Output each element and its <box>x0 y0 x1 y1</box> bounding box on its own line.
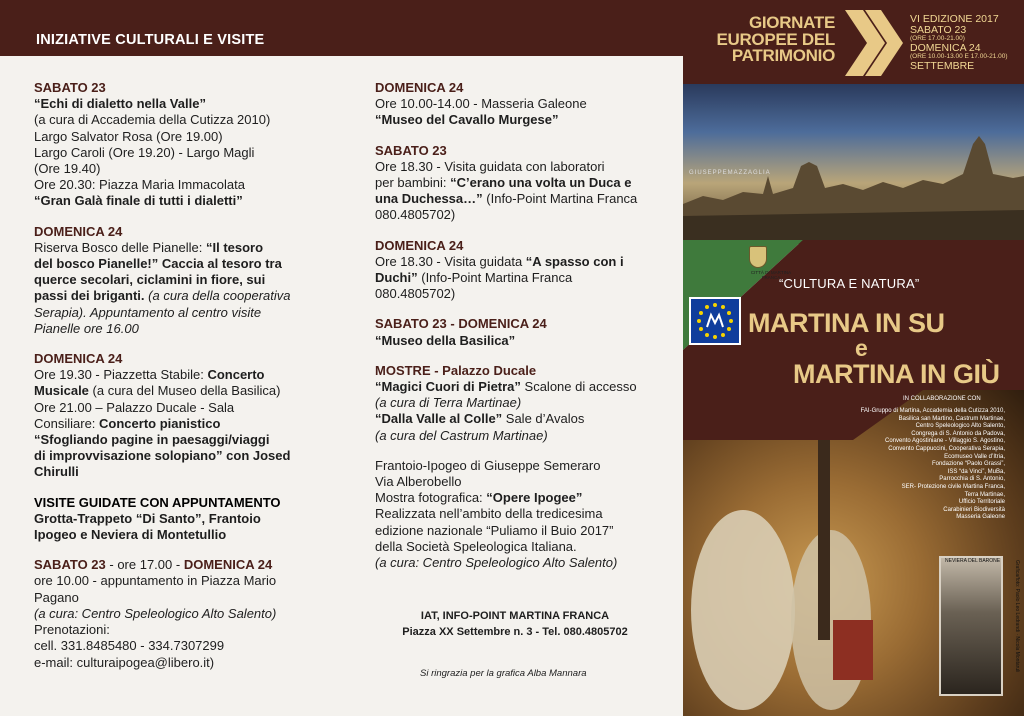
event-note: (a cura di Terra Martinae) <box>375 395 522 411</box>
event-line <box>375 379 660 395</box>
event-date: MOSTRE - Palazzo Ducale <box>375 362 537 378</box>
event-date: VISITE GUIDATE CON APPUNTAMENTO <box>34 494 281 510</box>
city-crest-icon <box>749 246 767 268</box>
chevron-icon <box>845 10 905 76</box>
event-date: DOMENICA 24 <box>34 351 123 367</box>
event-title: “Museo della Basilica” <box>375 332 516 348</box>
event-line: Ore 21.00 – Palazzo Ducale - Sala <box>34 399 235 415</box>
collab-item: Parrocchia di S. Antonio, <box>939 476 1005 483</box>
event-title: Chirulli <box>34 464 79 480</box>
event-block <box>375 316 660 348</box>
event-title: Concerto pianistico <box>99 415 221 431</box>
event-line <box>34 416 334 432</box>
photo-credit: GIUSEPPEMAZZAGLIA <box>689 170 771 176</box>
event-title: “C’erano una volta un Duca e <box>450 175 632 191</box>
event-line <box>375 270 660 286</box>
event-date: DOMENICA 24 <box>375 80 464 95</box>
event-line: (Ore 19.40) <box>34 161 101 177</box>
brand-line: EUROPEE DEL <box>716 29 835 49</box>
event-title: “Dalla Valle al Colle” <box>375 411 503 427</box>
event-text: Mostra fotografica: <box>375 490 487 506</box>
crest-caption: CITTÀ DI MARTINA FRANCA <box>750 270 792 280</box>
collab-item: Ecomuseo Valle d’Itria, <box>944 453 1005 460</box>
edition-line: SETTEMBRE <box>910 59 975 72</box>
neviera-photo <box>939 556 1003 696</box>
event-text: (Info-Point Martina Franca <box>417 270 573 286</box>
event-line <box>34 240 334 256</box>
event-line: Largo Salvator Rosa (Ore 19.00) <box>34 128 223 144</box>
event-text: Consiliare: <box>34 415 100 431</box>
event-text: Sale d’Avalos <box>502 411 585 427</box>
event-line: Frantoio-Ipogeo di Giuseppe Semeraro <box>375 457 601 473</box>
event-line <box>34 288 334 304</box>
event-title: Duchi” <box>375 270 418 286</box>
event-date-end: DOMENICA 24 <box>183 557 273 573</box>
collab-item: Basilica san Martino, Castrum Martinae, <box>898 415 1005 422</box>
event-date: DOMENICA 24 <box>375 237 464 253</box>
town-skyline-photo <box>683 84 1024 244</box>
event-date: SABATO 23 <box>34 80 106 95</box>
event-block <box>375 363 660 444</box>
event-date: SABATO 23 - DOMENICA 24 <box>375 316 547 332</box>
header-bar <box>0 0 683 56</box>
cover-header <box>683 0 1024 84</box>
event-title: “Gran Galà finale di tutti i dialetti” <box>34 193 243 209</box>
event-line: Via Alberobello <box>375 474 462 490</box>
event-note: (a cura: Centro Speleologico Alto Salento) <box>375 555 618 571</box>
event-title: “Sfogliando pagine in paesaggi/viaggi <box>34 432 270 448</box>
event-line: Realizzata nell’ambito della tredicesima <box>375 506 603 522</box>
collab-item: ISS “da Vinci”, MuBa, <box>947 468 1005 475</box>
collab-heading: IN COLLABORAZIONE CON <box>903 396 981 402</box>
edition-line: DOMENICA 24 <box>910 41 981 54</box>
event-block <box>34 557 334 670</box>
collab-item: Congrega di S. Antonio da Padova, <box>911 430 1005 437</box>
collab-item: Terra Martinae, <box>964 491 1005 498</box>
event-line: (a cura di Accademia della Cutizza 2010) <box>34 112 271 128</box>
info-point-address: Piazza XX Settembre n. 3 - Tel. 080.4805702 <box>402 626 628 638</box>
event-date: SABATO 23 <box>375 142 447 158</box>
event-block <box>375 80 660 129</box>
event-line: edizione nazionale “Puliamo il Buio 2017” <box>375 522 614 538</box>
event-brand <box>695 15 835 65</box>
brand-line: GIORNATE <box>748 13 835 32</box>
event-title: Grotta-Trappeto “Di Santo”, Frantoio <box>34 510 261 526</box>
event-text: Ore 19.30 - Piazzetta Stabile: <box>34 367 208 383</box>
event-title: passi dei briganti. <box>34 288 145 304</box>
event-date <box>34 557 334 573</box>
brand-line: PATRIMONIO <box>731 46 835 65</box>
event-note: (a cura della cooperativa <box>144 288 291 304</box>
event-block <box>375 143 660 224</box>
edition-time: (ORE 10.00-13.00 E 17.00-21.00) <box>910 53 1008 60</box>
edition-line: SABATO 23 <box>910 23 967 36</box>
event-block <box>375 458 660 571</box>
event-line: Ore 18.30 - Visita guidata con laboratori <box>375 158 605 174</box>
event-title: Ipogeo e Neviera di Montetullio <box>34 527 227 543</box>
event-text: per bambini: <box>375 175 451 191</box>
section-title: INIZIATIVE CULTURALI E VISITE <box>36 32 265 48</box>
event-text: (a cura del Museo della Basilica) <box>88 383 281 399</box>
event-text: Ore 18.30 - Visita guidata <box>375 253 526 269</box>
event-title: “Opere Ipogee” <box>486 490 583 506</box>
event-line <box>375 411 660 427</box>
cover-title-line2: MARTINA IN GIÙ <box>793 359 1000 389</box>
collab-item: Convento Cappuccini, Cooperativa Serapia, <box>888 445 1005 452</box>
event-title: Musicale <box>34 383 89 399</box>
event-line <box>34 367 334 383</box>
cover-panel <box>683 0 1024 716</box>
collab-item: Fondazione “Paolo Grassi”, <box>931 461 1005 468</box>
credits: Si ringrazia per la grafica Alba Mannara <box>420 668 587 679</box>
event-title: di improvvisazione solopiano” con Josed <box>34 448 291 464</box>
event-note: Serapia). Appuntamento al centro visite <box>34 304 262 320</box>
event-line <box>375 191 660 207</box>
cover-subtitle: “CULTURA E NATURA” <box>779 276 920 291</box>
event-note: Pianelle ore 16.00 <box>34 320 139 336</box>
email-contact[interactable]: e-mail: culturaipogea@libero.it) <box>34 654 215 670</box>
event-line <box>375 175 660 191</box>
event-block <box>34 80 334 210</box>
eu-flag-icon <box>689 297 741 345</box>
collab-item: FAI-Gruppo di Martina, Accademia della Cutizza 2010, <box>860 408 1005 414</box>
event-block <box>34 495 334 544</box>
event-line: 080.4805702) <box>375 286 456 302</box>
event-block <box>375 238 660 303</box>
event-line: della Società Speleologica Italiana. <box>375 538 577 554</box>
event-line: Pagano <box>34 589 79 605</box>
event-note: (a cura del Castrum Martinae) <box>375 427 548 443</box>
edition-line: VI EDIZIONE 2017 <box>910 13 999 25</box>
event-line: Prenotazioni: <box>34 622 110 638</box>
side-credit: Grafica/foto: Paolo Leo Ledrandi · Nicola Montaruli <box>1014 560 1020 673</box>
event-text: - ore 17.00 - <box>105 557 184 573</box>
events-column-left <box>34 80 334 685</box>
event-title: “A spasso con i <box>525 253 624 269</box>
collab-item: Masseria Galeone <box>956 514 1005 521</box>
edition-info <box>910 14 1020 71</box>
event-line: 080.4805702) <box>375 207 456 223</box>
event-title: una Duchessa…” <box>375 191 483 207</box>
event-date-start: SABATO 23 <box>34 557 106 573</box>
event-line: Ore 10.00-14.00 - Masseria Galeone <box>375 96 587 112</box>
collab-item: Convento Agostiniane - Villaggio S. Agostino, <box>885 438 1005 445</box>
event-title: “Museo del Cavallo Murgese” <box>375 112 559 128</box>
event-line <box>375 490 660 506</box>
collab-item: Carabinieri Biodiversità <box>943 506 1005 513</box>
skyline-illustration <box>683 84 1024 244</box>
collab-list <box>813 408 1005 522</box>
event-title: “Echi di dialetto nella Valle” <box>34 96 206 112</box>
event-title: del bosco Pianelle!” Caccia al tesoro tra <box>34 256 282 272</box>
event-text: Riserva Bosco delle Pianelle: <box>34 239 206 255</box>
events-column-right <box>375 80 660 585</box>
event-text: Scalone di accesso <box>520 379 637 395</box>
event-line <box>34 383 334 399</box>
neviera-caption: NEVIERA DEL BARONE <box>945 558 1001 564</box>
collab-item: Ufficio Territoriale <box>958 499 1005 506</box>
info-point-name: IAT, INFO-POINT MARTINA FRANCA <box>420 610 610 622</box>
eu-stars-icon <box>691 299 739 343</box>
event-block <box>34 224 334 337</box>
collab-item: Centro Speleologico Alto Salento, <box>915 423 1005 430</box>
event-line <box>375 254 660 270</box>
cover-title-conjunction: e <box>855 335 868 361</box>
phone-numbers: cell. 331.8485480 - 334.7307299 <box>34 638 225 654</box>
cover-title-line1: MARTINA IN SU <box>748 308 945 338</box>
event-text: (Info-Point Martina Franca <box>482 191 638 207</box>
event-block <box>34 351 334 481</box>
event-date: DOMENICA 24 <box>34 223 123 239</box>
edition-time: (ORE 17.00-21.00) <box>910 35 965 42</box>
event-title: Concerto <box>207 367 265 383</box>
event-title: “Il tesoro <box>205 239 264 255</box>
event-note: (a cura: Centro Speleologico Alto Salento) <box>34 605 277 621</box>
event-line: Ore 20.30: Piazza Maria Immacolata <box>34 177 245 193</box>
event-line: ore 10.00 - appuntamento in Piazza Mario <box>34 573 277 589</box>
collab-item: SER- Protezione civile Martina Franca, <box>901 483 1005 490</box>
info-point <box>390 608 640 640</box>
event-line: Largo Caroli (Ore 19.20) - Largo Magli <box>34 144 255 160</box>
event-title: “Magici Cuori di Pietra” <box>375 379 521 395</box>
event-title: querce secolari, ciclamini in fiore, sui <box>34 272 266 288</box>
